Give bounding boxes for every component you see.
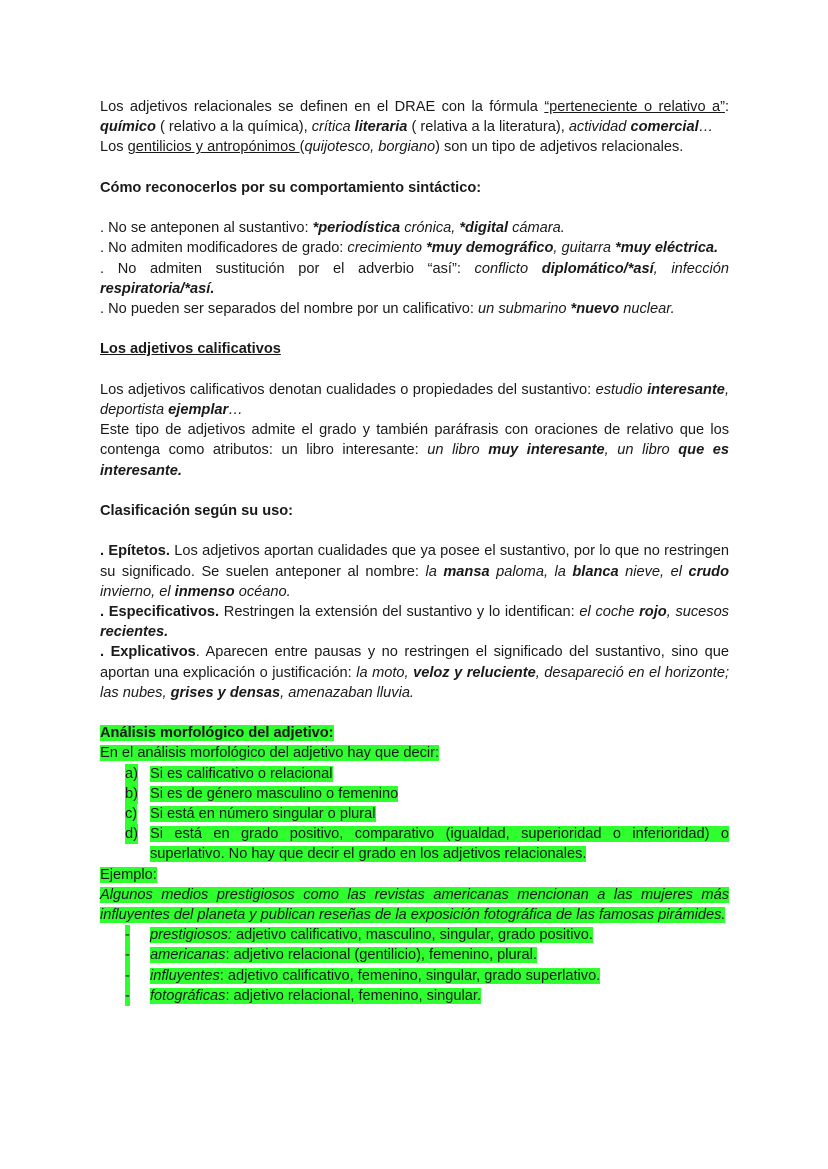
dash-marker: - bbox=[125, 966, 130, 986]
word-analysis: : adjetivo relacional, femenino, singular. bbox=[225, 987, 481, 1004]
analisis-heading bbox=[100, 723, 729, 743]
example-word: ejemplar bbox=[168, 401, 229, 418]
analisis-list bbox=[100, 764, 729, 865]
document-body bbox=[100, 97, 729, 1006]
list-item bbox=[100, 966, 729, 986]
analyzed-word: americanas bbox=[150, 947, 226, 964]
example-word: *periodística bbox=[312, 220, 401, 237]
list-marker: a) bbox=[125, 764, 138, 784]
text-span: . No admiten modificadores de grado: bbox=[100, 240, 348, 257]
example-word: literaria bbox=[354, 119, 408, 136]
list-item bbox=[100, 925, 729, 945]
gentilicios-paragraph bbox=[100, 137, 729, 157]
list-item bbox=[100, 824, 729, 864]
example-word: , guitarra bbox=[553, 240, 616, 257]
example-word: un libro bbox=[427, 442, 489, 459]
example-word: , infección bbox=[653, 260, 729, 277]
epitetos-paragraph bbox=[100, 541, 729, 602]
text-span: . No pueden ser separados del nombre por un calificativo: bbox=[100, 301, 479, 317]
ejemplo-sentence bbox=[100, 885, 729, 925]
list-marker: c) bbox=[125, 804, 137, 824]
ejemplo-label bbox=[100, 865, 729, 885]
example-word: crudo bbox=[688, 563, 729, 580]
word-analysis: : adjetivo relacional (gentilicio), femenino, plural. bbox=[225, 947, 537, 964]
example-word: crecimiento bbox=[347, 240, 427, 257]
text-span: … bbox=[698, 119, 714, 136]
text-span: Los adjetivos relacionales se definen en el DRAE con la fórmula bbox=[100, 99, 545, 115]
example-word: *muy demográfico bbox=[426, 240, 554, 257]
example-word: comercial bbox=[630, 119, 699, 136]
analyzed-word: influyentes bbox=[150, 967, 220, 984]
text-span: . Aparecen entre pausas y no restringen el significado del sustantivo, sino que aportan una explicación o justificación: bbox=[100, 644, 729, 681]
example-word: rojo bbox=[639, 603, 667, 620]
example-word: la moto, bbox=[356, 664, 414, 681]
example-word: invierno, el bbox=[100, 583, 175, 600]
example-word: , un libro bbox=[604, 442, 679, 459]
heading-text: Análisis morfológico del adjetivo: bbox=[100, 725, 334, 742]
text-span: Restringen la extensión del sustantivo y lo identifican: bbox=[219, 603, 580, 620]
list-item bbox=[100, 784, 729, 804]
example-word: crítica bbox=[311, 119, 351, 136]
text-span: Los adjetivos calificativos denotan cualidades o propiedades del sustantivo: bbox=[100, 381, 596, 398]
example-word: recientes. bbox=[100, 624, 169, 641]
clasificacion-heading bbox=[100, 501, 729, 521]
example-word: , sucesos bbox=[666, 603, 729, 620]
example-word: que es interesante. bbox=[100, 442, 729, 479]
especificativos-paragraph bbox=[100, 602, 729, 642]
heading-text: Clasificación según su uso: bbox=[100, 502, 294, 519]
example-word: *muy eléctrica. bbox=[615, 240, 719, 257]
dash-marker: - bbox=[125, 925, 130, 945]
underlined-phrase: “perteneciente o relativo a” bbox=[544, 99, 725, 115]
example-word: blanca bbox=[572, 563, 619, 580]
syntax-rule-3 bbox=[100, 259, 729, 299]
syntax-rule-1 bbox=[100, 218, 729, 238]
example-word: interesante bbox=[647, 381, 725, 398]
list-marker: b) bbox=[125, 784, 138, 804]
example-word: respiratoria/*así. bbox=[100, 280, 215, 297]
example-word: mansa bbox=[443, 563, 490, 580]
example-word: cámara. bbox=[508, 220, 565, 237]
syntax-rule-2 bbox=[100, 238, 729, 258]
example-word: el coche bbox=[579, 603, 640, 620]
example-sentence: Algunos medios prestigiosos como las revistas americanas mencionan a las mujeres más influyentes del planeta y publican reseñas de la exposición fotográfica de las famosas pirámides. bbox=[100, 886, 729, 924]
term-label: . Especificativos. bbox=[100, 603, 220, 620]
text-span: … bbox=[228, 401, 243, 418]
example-word: estudio bbox=[595, 381, 648, 398]
text-span: . No admiten sustitución por el adverbio “así”: bbox=[100, 260, 475, 277]
example-word: *digital bbox=[459, 220, 509, 237]
text-span: ( relativa a la literatura), bbox=[407, 119, 569, 136]
term-label: . Explicativos bbox=[100, 644, 196, 661]
text-span: En el análisis morfológico del adjetivo hay que decir: bbox=[100, 745, 440, 762]
text-span: Este tipo de adjetivos admite el grado y también paráfrasis con oraciones de relativo que los contenga como atributos: un libro interesante: bbox=[100, 422, 729, 459]
analisis-intro bbox=[100, 743, 729, 763]
list-item bbox=[100, 764, 729, 784]
list-item-text: Si está en número singular o plural bbox=[150, 806, 376, 822]
example-word: océano. bbox=[234, 583, 291, 600]
ejemplo-analysis-list bbox=[100, 925, 729, 1006]
text-span: . No se anteponen al sustantivo: bbox=[100, 220, 313, 237]
list-item bbox=[100, 986, 729, 1006]
example-word: inmenso bbox=[174, 583, 235, 600]
list-marker: d) bbox=[125, 824, 138, 844]
explicativos-paragraph bbox=[100, 642, 729, 703]
text-span: Los bbox=[100, 139, 128, 156]
example-word: veloz y reluciente bbox=[413, 664, 536, 681]
analyzed-word: prestigiosos: bbox=[150, 927, 232, 944]
word-analysis: : adjetivo calificativo, femenino, singular, grado superlativo. bbox=[219, 967, 601, 984]
term-label: . Epítetos. bbox=[100, 543, 170, 560]
example-word: quijotesco, borgiano bbox=[304, 139, 436, 156]
list-item-text: Si es de género masculino o femenino bbox=[150, 785, 399, 802]
text-span: ( bbox=[299, 139, 305, 156]
list-item bbox=[100, 804, 729, 824]
example-word: un submarino bbox=[478, 301, 571, 317]
calificativos-paragraph-2 bbox=[100, 420, 729, 481]
text-span: ) son un tipo de adjetivos relacionales. bbox=[435, 139, 684, 156]
heading-text: Cómo reconocerlos por su comportamiento sintáctico: bbox=[100, 179, 482, 196]
example-word: nieve, el bbox=[618, 563, 689, 580]
example-word: , desapareció en el horizonte; las nubes, bbox=[100, 664, 729, 701]
syntax-rule-4 bbox=[100, 299, 729, 319]
heading-text: Los adjetivos calificativos bbox=[100, 341, 281, 358]
calificativos-paragraph-1 bbox=[100, 380, 729, 420]
example-word: actividad bbox=[568, 119, 627, 136]
word-analysis: adjetivo calificativo, masculino, singular, grado positivo. bbox=[231, 927, 593, 944]
underlined-phrase: gentilicios y antropónimos bbox=[127, 139, 300, 156]
example-word: , deportista bbox=[100, 381, 729, 418]
text-span: Los adjetivos aportan cualidades que ya posee el sustantivo, por lo que no restringen su significado. Se suelen anteponer al nombre: bbox=[100, 543, 729, 580]
dash-marker: - bbox=[125, 986, 130, 1006]
example-word: la bbox=[425, 563, 444, 580]
example-word: grises y densas bbox=[170, 684, 281, 701]
example-word: conflicto bbox=[474, 260, 542, 277]
example-word: crónica, bbox=[400, 220, 460, 237]
example-word: , amenazaban lluvia. bbox=[280, 684, 414, 701]
example-word: nuclear. bbox=[619, 301, 675, 317]
example-word: *nuevo bbox=[570, 301, 620, 317]
example-word: químico bbox=[100, 119, 156, 136]
syntax-heading bbox=[100, 178, 729, 198]
analyzed-word: fotográficas bbox=[150, 987, 226, 1004]
list-item-text: Si está en grado positivo, comparativo (igualdad, superioridad o inferioridad) o superlativo. No hay que decir el grado en los adjetivos relacionales. bbox=[150, 826, 729, 863]
list-item bbox=[100, 945, 729, 965]
example-word: muy interesante bbox=[488, 442, 605, 459]
text-span: ( relativo a la química), bbox=[155, 119, 312, 136]
intro-paragraph bbox=[100, 97, 729, 137]
dash-marker: - bbox=[125, 945, 130, 965]
example-word: paloma, la bbox=[489, 563, 573, 580]
list-item-text: Si es calificativo o relacional bbox=[150, 765, 333, 782]
text-span: : bbox=[724, 99, 729, 115]
example-word: diplomático/*así bbox=[541, 260, 654, 277]
text-span: Ejemplo: bbox=[100, 866, 157, 883]
calificativos-heading bbox=[100, 339, 729, 359]
